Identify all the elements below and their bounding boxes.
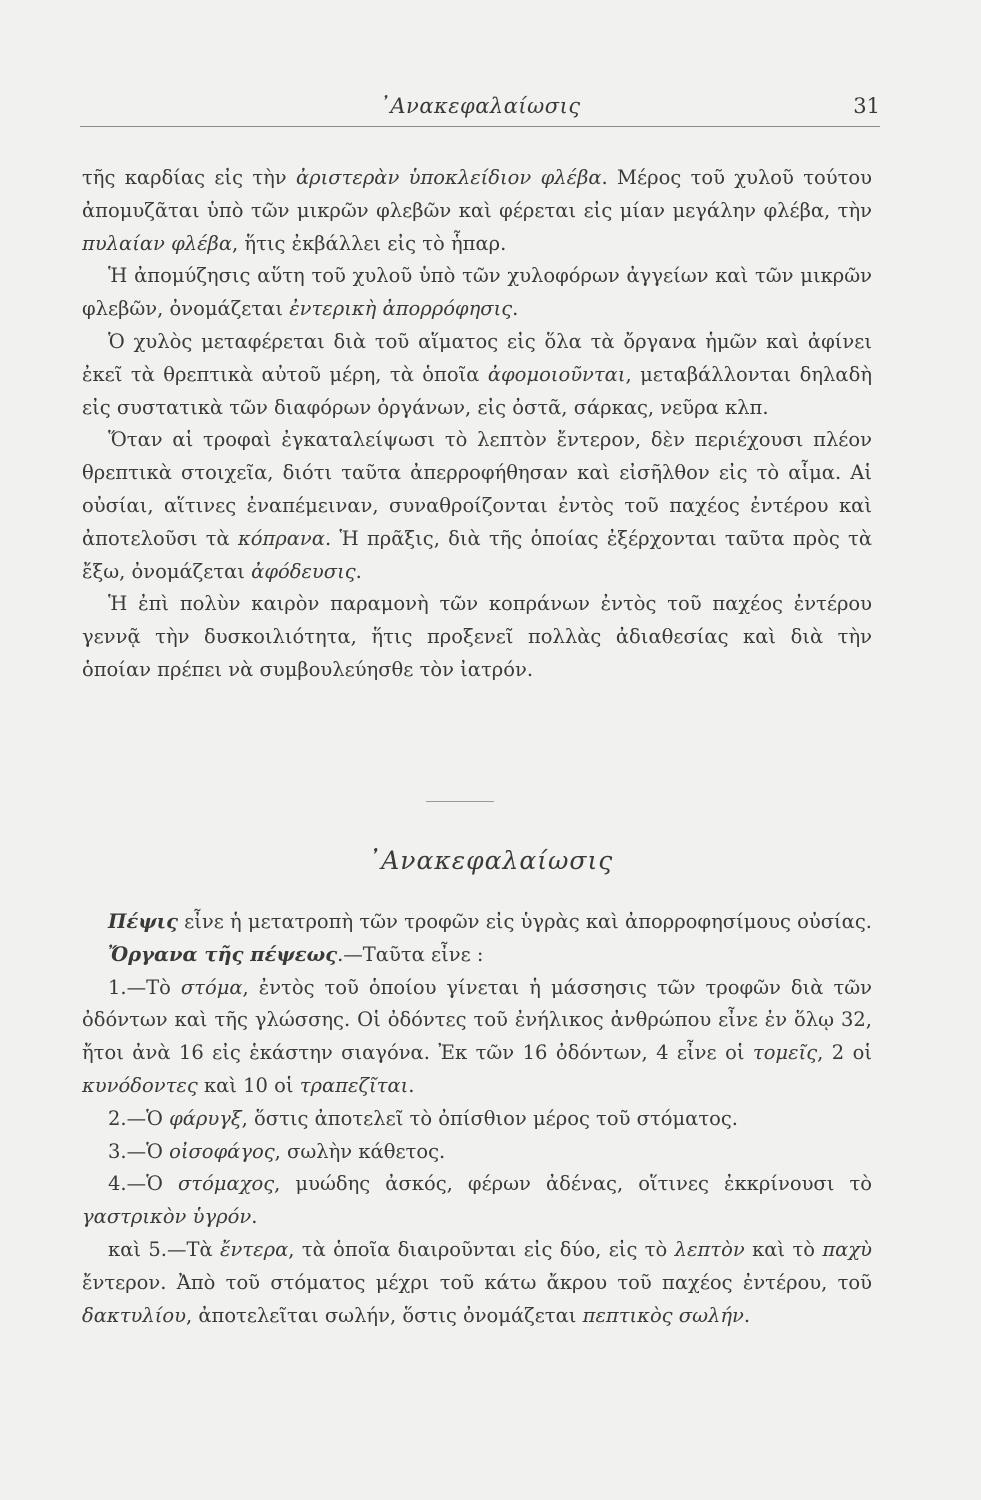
organs-intro: Ὄργανα τῆς πέψεως.—Ταῦτα εἶνε : <box>108 942 484 966</box>
paragraph: Ὁ χυλὸς μεταφέρεται διὰ τοῦ αἵματος εἰς ὅλα τὰ ὄργανα ἡμῶν καὶ ἀφίνει ἐκεῖ τὰ θρεπτικὰ αὐτοῦ μέρη, τὰ ὁποῖα ἀφομοιοῦνται, μεταβάλλονται δηλαδὴ εἰς συστατικὰ τῶν διαφόρων ὀργάνων, εἰς ὀστᾶ, σάρκας, νεῦρα κλπ. <box>82 329 873 419</box>
list-item: 1.—Τὸ στόμα, ἐντὸς τοῦ ὁποίου γίνεται ἡ μάσσησις τῶν τροφῶν διὰ τῶν ὀδόντων καὶ τῆς γλώσσης. Οἱ ὀδόντες τοῦ ἐνήλικος ἀνθρώπου εἶνε ἐν ὅλῳ 32, ἤτοι ἀνὰ 16 εἰς ἑκάστην σιαγόνα. Ἐκ τῶν 16 ὀδόντων, 4 εἶνε οἱ τομεῖς, 2 οἱ κυνόδοντες καὶ 10 οἱ τραπεζῖται. <box>82 975 873 1097</box>
section-heading: ᾿Ανακεφαλαίωσις <box>367 846 614 875</box>
running-title: ᾿Ανακεφαλαίωσις <box>379 94 581 118</box>
paragraph: Ἡ ἀπομύζησις αὕτη τοῦ χυλοῦ ὑπὸ τῶν χυλοφόρων ἀγγείων καὶ τῶν μικρῶν φλεβῶν, ὀνομάζεται ἐντερικὴ ἀπορρόφησις. <box>82 264 872 321</box>
list-item: 4.—Ὁ στόμαχος, μυώδης ἀσκός, φέρων ἀδένας, οἵτινες ἐκκρίνουσι τὸ γαστρικὸν ὑγρόν. <box>82 1172 872 1229</box>
paragraph: Ἡ ἐπὶ πολὺν καιρὸν παραμονὴ τῶν κοπράνων ἐντὸς τοῦ παχέος ἐντέρου γεννᾷ τὴν δυσκοιλιότητα, ἥτις προξενεῖ πολλὰς ἀδιαθεσίας καὶ διὰ τὴν ὁποίαν πρέπει νὰ συμβουλεύησθε τὸν ἰατρόν. <box>82 592 872 681</box>
page-number: 31 <box>853 94 880 118</box>
running-header <box>80 92 880 127</box>
paragraph: Ὅταν αἱ τροφαὶ ἐγκαταλείψωσι τὸ λεπτὸν ἔντερον, δὲν περιέχουσι πλέον θρεπτικὰ στοιχεῖα, διότι ταῦτα ἀπερροφήθησαν καὶ εἰσῆλθον εἰς τὸ αἷμα. Αἱ οὐσίαι, αἵτινες ἐναπέμειναν, συναθροίζονται ἐντὸς τοῦ παχέος ἐντέρου καὶ ἀποτελοῦσι τὰ κόπρανα. Ἡ πρᾶξις, διὰ τῆς ὁποίας ἐξέρχονται ταῦτα πρὸς τὰ ἔξω, ὀνομάζεται ἀφόδευσις. <box>82 428 872 583</box>
summary-text-block <box>82 906 872 1332</box>
section-divider <box>426 801 494 802</box>
list-item: καὶ 5.—Τὰ ἔντερα, τὰ ὁποῖα διαιροῦνται εἰς δύο, εἰς τὸ λεπτὸν καὶ τὸ παχὺ ἔντερον. Ἀπὸ τοῦ στόματος μέχρι τοῦ κάτω ἄκρου τοῦ παχέος ἐντέρου, τοῦ δακτυλίου, ἀποτελεῖται σωλήν, ὅστις ὀνομάζεται πεπτικὸς σωλήν. <box>82 1237 873 1327</box>
definition-paragraph: Πέψις εἶνε ἡ μετατροπὴ τῶν τροφῶν εἰς ὑγρὰς καὶ ἀπορροφησίμους οὐσίας. <box>108 910 872 933</box>
list-item: 2.—Ὁ φάρυγξ, ὅστις ἀποτελεῖ τὸ ὀπίσθιον μέρος τοῦ στόματος. <box>108 1106 738 1130</box>
continued-text-block <box>82 162 872 687</box>
list-item: 3.—Ὁ οἰσοφάγος, σωλὴν κάθετος. <box>108 1139 446 1163</box>
paragraph: τῆς καρδίας εἰς τὴν ἀριστερὰν ὑποκλείδιον φλέβα. Μέρος τοῦ χυλοῦ τούτου ἀπομυζᾶται ὑπὸ τῶν μικρῶν φλεβῶν καὶ φέρεται εἰς μίαν μεγάλην φλέβα, τὴν πυλαίαν φλέβα, ἥτις ἐκβάλλει εἰς τὸ ἧπαρ. <box>82 166 872 255</box>
